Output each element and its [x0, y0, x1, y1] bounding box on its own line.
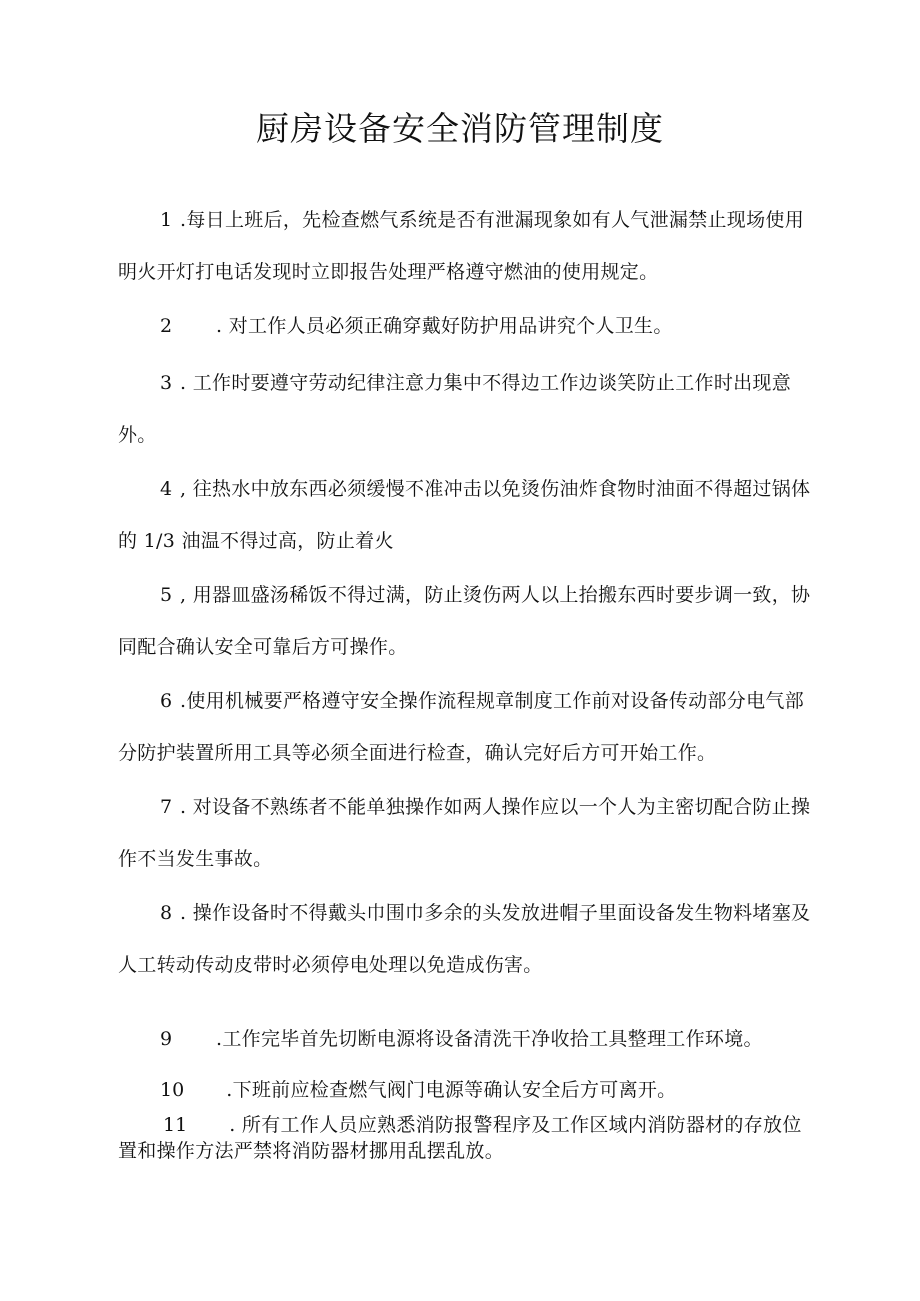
rule-item-3	[118, 357, 818, 461]
rule-text: . 对工作人员必须正确穿戴好防护用品讲究个人卫生。	[216, 315, 673, 337]
rule-number: 9	[160, 1028, 173, 1050]
rule-text: .使用机械要严格遵守安全操作流程规章制度工作前对设备传动部分电气部分防护装置所用工具等必须全面进行检查，确认完好后方可开始工作。	[118, 690, 804, 764]
rule-item-2	[118, 300, 818, 352]
rule-text: .下班前应检查燃气阀门电源等确认安全后方可离开。	[226, 1079, 677, 1101]
rule-item-6	[118, 675, 818, 779]
rule-item-7	[118, 781, 818, 885]
rule-number: 10	[160, 1079, 185, 1101]
rule-number: 2	[160, 315, 173, 337]
rule-item-8	[118, 887, 818, 991]
rule-item-11	[118, 1112, 818, 1164]
rule-text: . 所有工作人员应熟悉消防报警程序及工作区域内消防器材的存放位置和操作方法严禁将消防器材挪用乱摆乱放。	[118, 1114, 802, 1162]
rule-item-4	[118, 463, 818, 567]
rule-number: 3	[160, 372, 173, 394]
rule-text: . 对设备不熟练者不能单独操作如两人操作应以一个人为主密切配合防止操作不当发生事故。	[118, 796, 811, 870]
rule-number: 8	[160, 902, 173, 924]
rule-text: .每日上班后，先检查燃气系统是否有泄漏现象如有人气泄漏禁止现场使用明火开灯打电话发现时立即报告处理严格遵守燃油的使用规定。	[118, 209, 804, 283]
rule-number: 5	[160, 584, 173, 606]
rule-item-10	[118, 1070, 818, 1110]
rule-number: 1	[160, 209, 173, 231]
rule-text: , 往热水中放东西必须缓慢不准冲击以免烫伤油炸食物时油面不得超过锅体的 1/3 油温不得过高，防止着火	[118, 478, 811, 552]
rule-item-9	[118, 1013, 818, 1065]
rule-text: . 操作设备时不得戴头巾围巾多余的头发放进帽子里面设备发生物料堵塞及人工转动传动皮带时必须停电处理以免造成伤害。	[118, 902, 811, 976]
rule-number: 4	[160, 478, 173, 500]
rule-number: 11	[163, 1114, 188, 1136]
rule-number: 6	[160, 690, 173, 712]
rule-item-1	[118, 194, 818, 298]
rule-item-5	[118, 569, 818, 673]
rule-text: , 用器皿盛汤稀饭不得过满，防止烫伤两人以上抬搬东西时要步调一致，协同配合确认安全可靠后方可操作。	[118, 584, 811, 658]
rule-text: . 工作时要遵守劳动纪律注意力集中不得边工作边谈笑防止工作时出现意外。	[118, 372, 792, 446]
rule-text: .工作完毕首先切断电源将设备清洗干净收拾工具整理工作环境。	[216, 1028, 763, 1050]
document-title: 厨房设备安全消防管理制度	[256, 109, 664, 148]
rule-number: 7	[160, 796, 173, 818]
